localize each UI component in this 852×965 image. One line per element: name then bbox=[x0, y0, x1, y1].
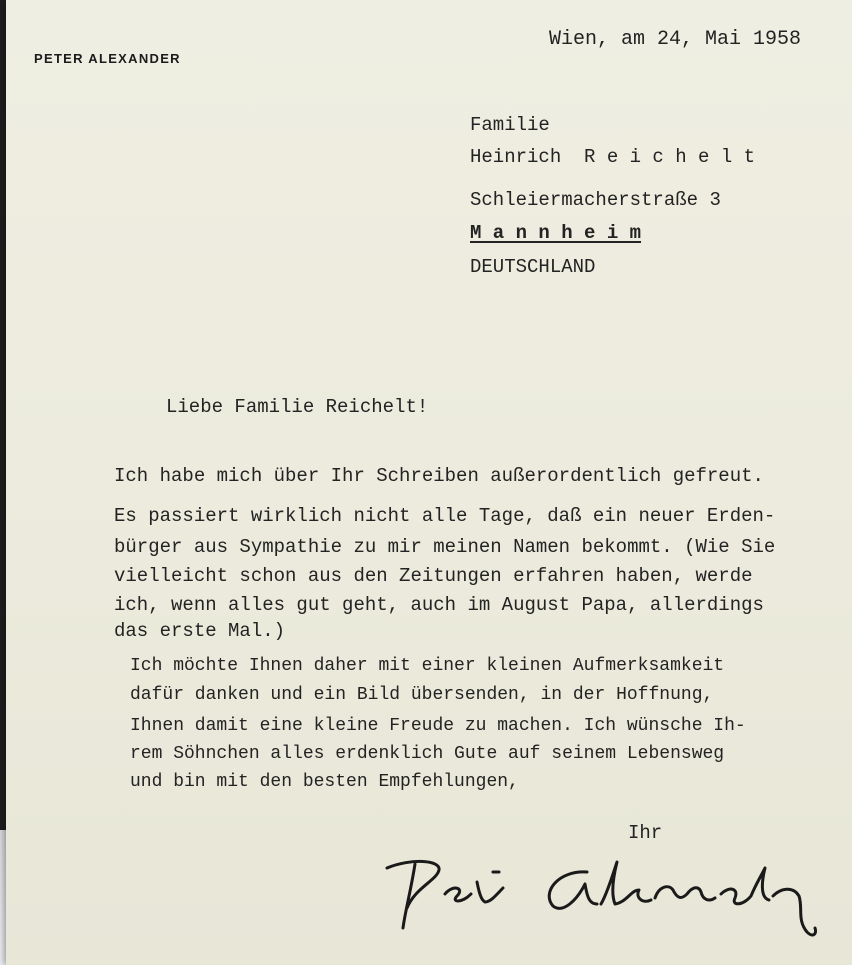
paragraph-2-line: Es passiert wirklich nicht alle Tage, daß ein neuer Erden- bbox=[114, 505, 776, 527]
date-line: Wien, am 24, Mai 1958 bbox=[549, 28, 802, 51]
paragraph-3-line: rem Söhnchen alles erdenklich Gute auf seinem Lebensweg bbox=[130, 744, 725, 764]
salutation: Liebe Familie Reichelt! bbox=[166, 396, 429, 418]
letterhead: PETER ALEXANDER bbox=[34, 51, 181, 66]
paragraph-3-line: Ihnen damit eine kleine Freude zu machen. Ich wünsche Ih- bbox=[130, 716, 746, 736]
closing: Ihr bbox=[628, 822, 663, 844]
paragraph-2-line: das erste Mal.) bbox=[114, 620, 286, 642]
handwritten-signature bbox=[381, 850, 831, 950]
paragraph-3-line: dafür danken und ein Bild übersenden, in der Hoffnung, bbox=[130, 685, 714, 705]
paragraph-2-line: bürger aus Sympathie zu mir meinen Namen bekommt. (Wie Sie bbox=[114, 536, 776, 558]
paragraph-3-line: Ich möchte Ihnen daher mit einer kleinen Aufmerksamkeit bbox=[130, 656, 725, 676]
recipient-line-2: Heinrich R e i c h e l t bbox=[470, 146, 756, 168]
paragraph-3-line: und bin mit den besten Empfehlungen, bbox=[130, 772, 519, 792]
paragraph-2-line: vielleicht schon aus den Zeitungen erfahren haben, werde bbox=[114, 565, 753, 587]
paragraph-1: Ich habe mich über Ihr Schreiben außerordentlich gefreut. bbox=[114, 465, 764, 487]
recipient-line-1: Familie bbox=[470, 114, 550, 136]
letter-paper bbox=[6, 0, 852, 965]
recipient-city: M a n n h e i m bbox=[470, 222, 642, 244]
recipient-street: Schleiermacherstraße 3 bbox=[470, 189, 721, 211]
recipient-country: DEUTSCHLAND bbox=[470, 256, 596, 278]
paragraph-2-line: ich, wenn alles gut geht, auch im August Papa, allerdings bbox=[114, 594, 764, 616]
